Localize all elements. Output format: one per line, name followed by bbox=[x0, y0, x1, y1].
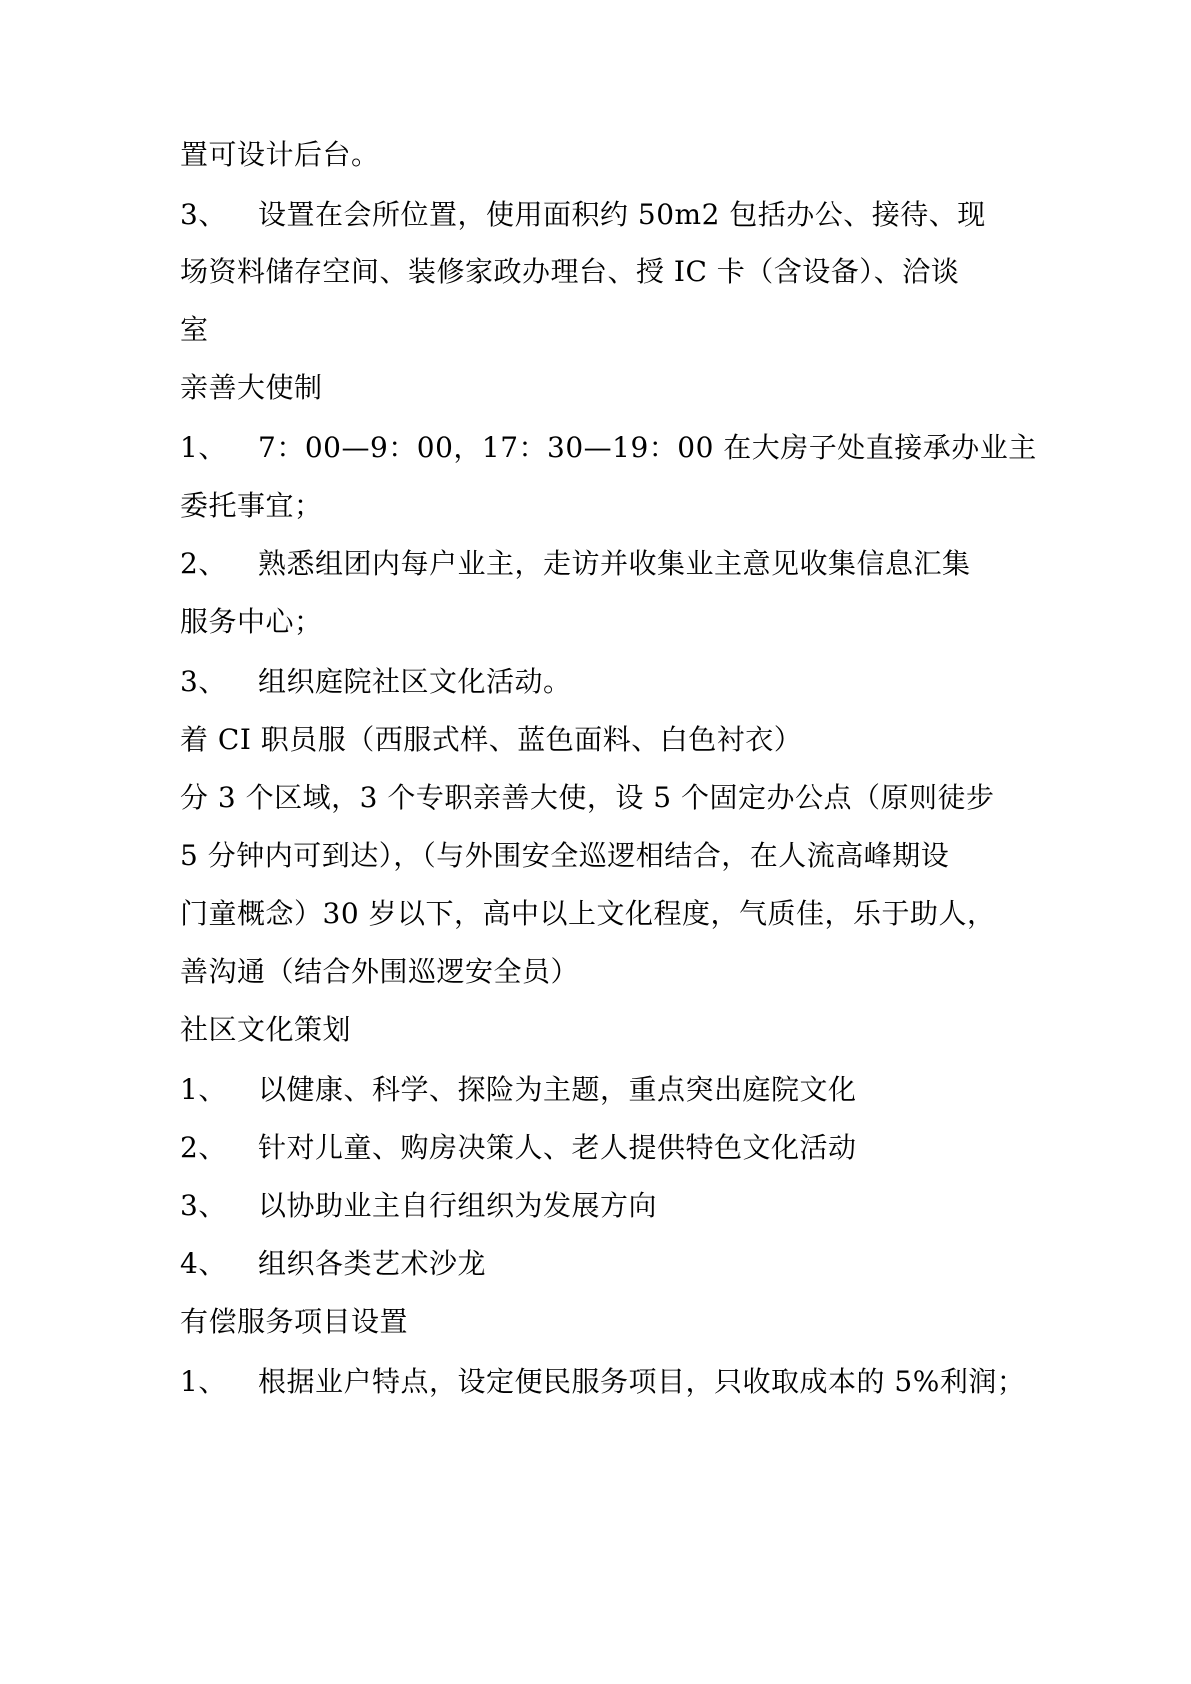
list-item bbox=[180, 430, 1037, 466]
list-number: 1、 bbox=[180, 1073, 227, 1106]
list-item bbox=[180, 197, 1020, 233]
line-text: 置可设计后台。 bbox=[180, 138, 380, 171]
line-text: 分 3 个区域，3 个专职亲善大使，设 5 个固定办公点（原则徒步 bbox=[180, 781, 995, 814]
line-text: 善沟通（结合外围巡逻安全员） bbox=[180, 955, 580, 988]
list-item bbox=[180, 546, 1020, 582]
text-line bbox=[180, 604, 1020, 640]
line-text: 室 bbox=[180, 313, 209, 346]
list-number: 1、 bbox=[180, 1365, 227, 1398]
line-text: 7：00—9：00，17：30—19：00 在大房子处直接承办业主 bbox=[258, 431, 1037, 464]
line-text: 组织各类艺术沙龙 bbox=[258, 1247, 487, 1280]
text-line bbox=[180, 722, 1020, 758]
list-number: 4、 bbox=[180, 1247, 227, 1280]
line-text: 以健康、科学、探险为主题，重点突出庭院文化 bbox=[258, 1073, 857, 1106]
list-number: 1、 bbox=[180, 431, 227, 464]
text-line bbox=[180, 780, 1020, 816]
text-line bbox=[180, 312, 1020, 348]
list-number: 2、 bbox=[180, 547, 227, 580]
list-item bbox=[180, 1072, 1020, 1108]
line-text: 门童概念）30 岁以下，高中以上文化程度，气质佳，乐于助人， bbox=[180, 897, 996, 930]
line-text: 根据业户特点，设定便民服务项目，只收取成本的 5%利润； bbox=[258, 1365, 1026, 1398]
text-line bbox=[180, 254, 1020, 290]
line-text: 场资料储存空间、装修家政办理台、授 IC 卡（含设备）、洽谈 bbox=[180, 255, 960, 288]
line-text: 社区文化策划 bbox=[180, 1013, 352, 1046]
line-text: 委托事宜； bbox=[180, 489, 323, 522]
list-number: 3、 bbox=[180, 1189, 227, 1222]
text-line bbox=[180, 954, 1020, 990]
line-text: 以协助业主自行组织为发展方向 bbox=[258, 1189, 658, 1222]
list-item bbox=[180, 1364, 1026, 1400]
list-item bbox=[180, 664, 1020, 700]
list-item bbox=[180, 1130, 1020, 1166]
line-text: 熟悉组团内每户业主，走访并收集业主意见收集信息汇集 bbox=[258, 547, 971, 580]
list-item bbox=[180, 1246, 1020, 1282]
section-heading bbox=[180, 1304, 1020, 1340]
section-heading bbox=[180, 1012, 1020, 1048]
line-text: 着 CI 职员服（西服式样、蓝色面料、白色衬衣） bbox=[180, 723, 803, 756]
line-text: 组织庭院社区文化活动。 bbox=[258, 665, 572, 698]
list-number: 2、 bbox=[180, 1131, 227, 1164]
section-heading bbox=[180, 370, 1020, 406]
line-text: 针对儿童、购房决策人、老人提供特色文化活动 bbox=[258, 1131, 857, 1164]
text-line bbox=[180, 488, 1020, 524]
list-number: 3、 bbox=[180, 198, 227, 231]
line-text: 亲善大使制 bbox=[180, 371, 323, 404]
line-text: 有偿服务项目设置 bbox=[180, 1305, 409, 1338]
line-text: 服务中心； bbox=[180, 605, 323, 638]
line-text: 5 分钟内可到达），（与外围安全巡逻相结合，在人流高峰期设 bbox=[180, 839, 950, 872]
text-line bbox=[180, 896, 1020, 932]
list-item bbox=[180, 1188, 1020, 1224]
text-line bbox=[180, 838, 1020, 874]
text-line bbox=[180, 137, 1020, 173]
line-text: 设置在会所位置，使用面积约 50m2 包括办公、接待、现 bbox=[258, 198, 986, 231]
list-number: 3、 bbox=[180, 665, 227, 698]
